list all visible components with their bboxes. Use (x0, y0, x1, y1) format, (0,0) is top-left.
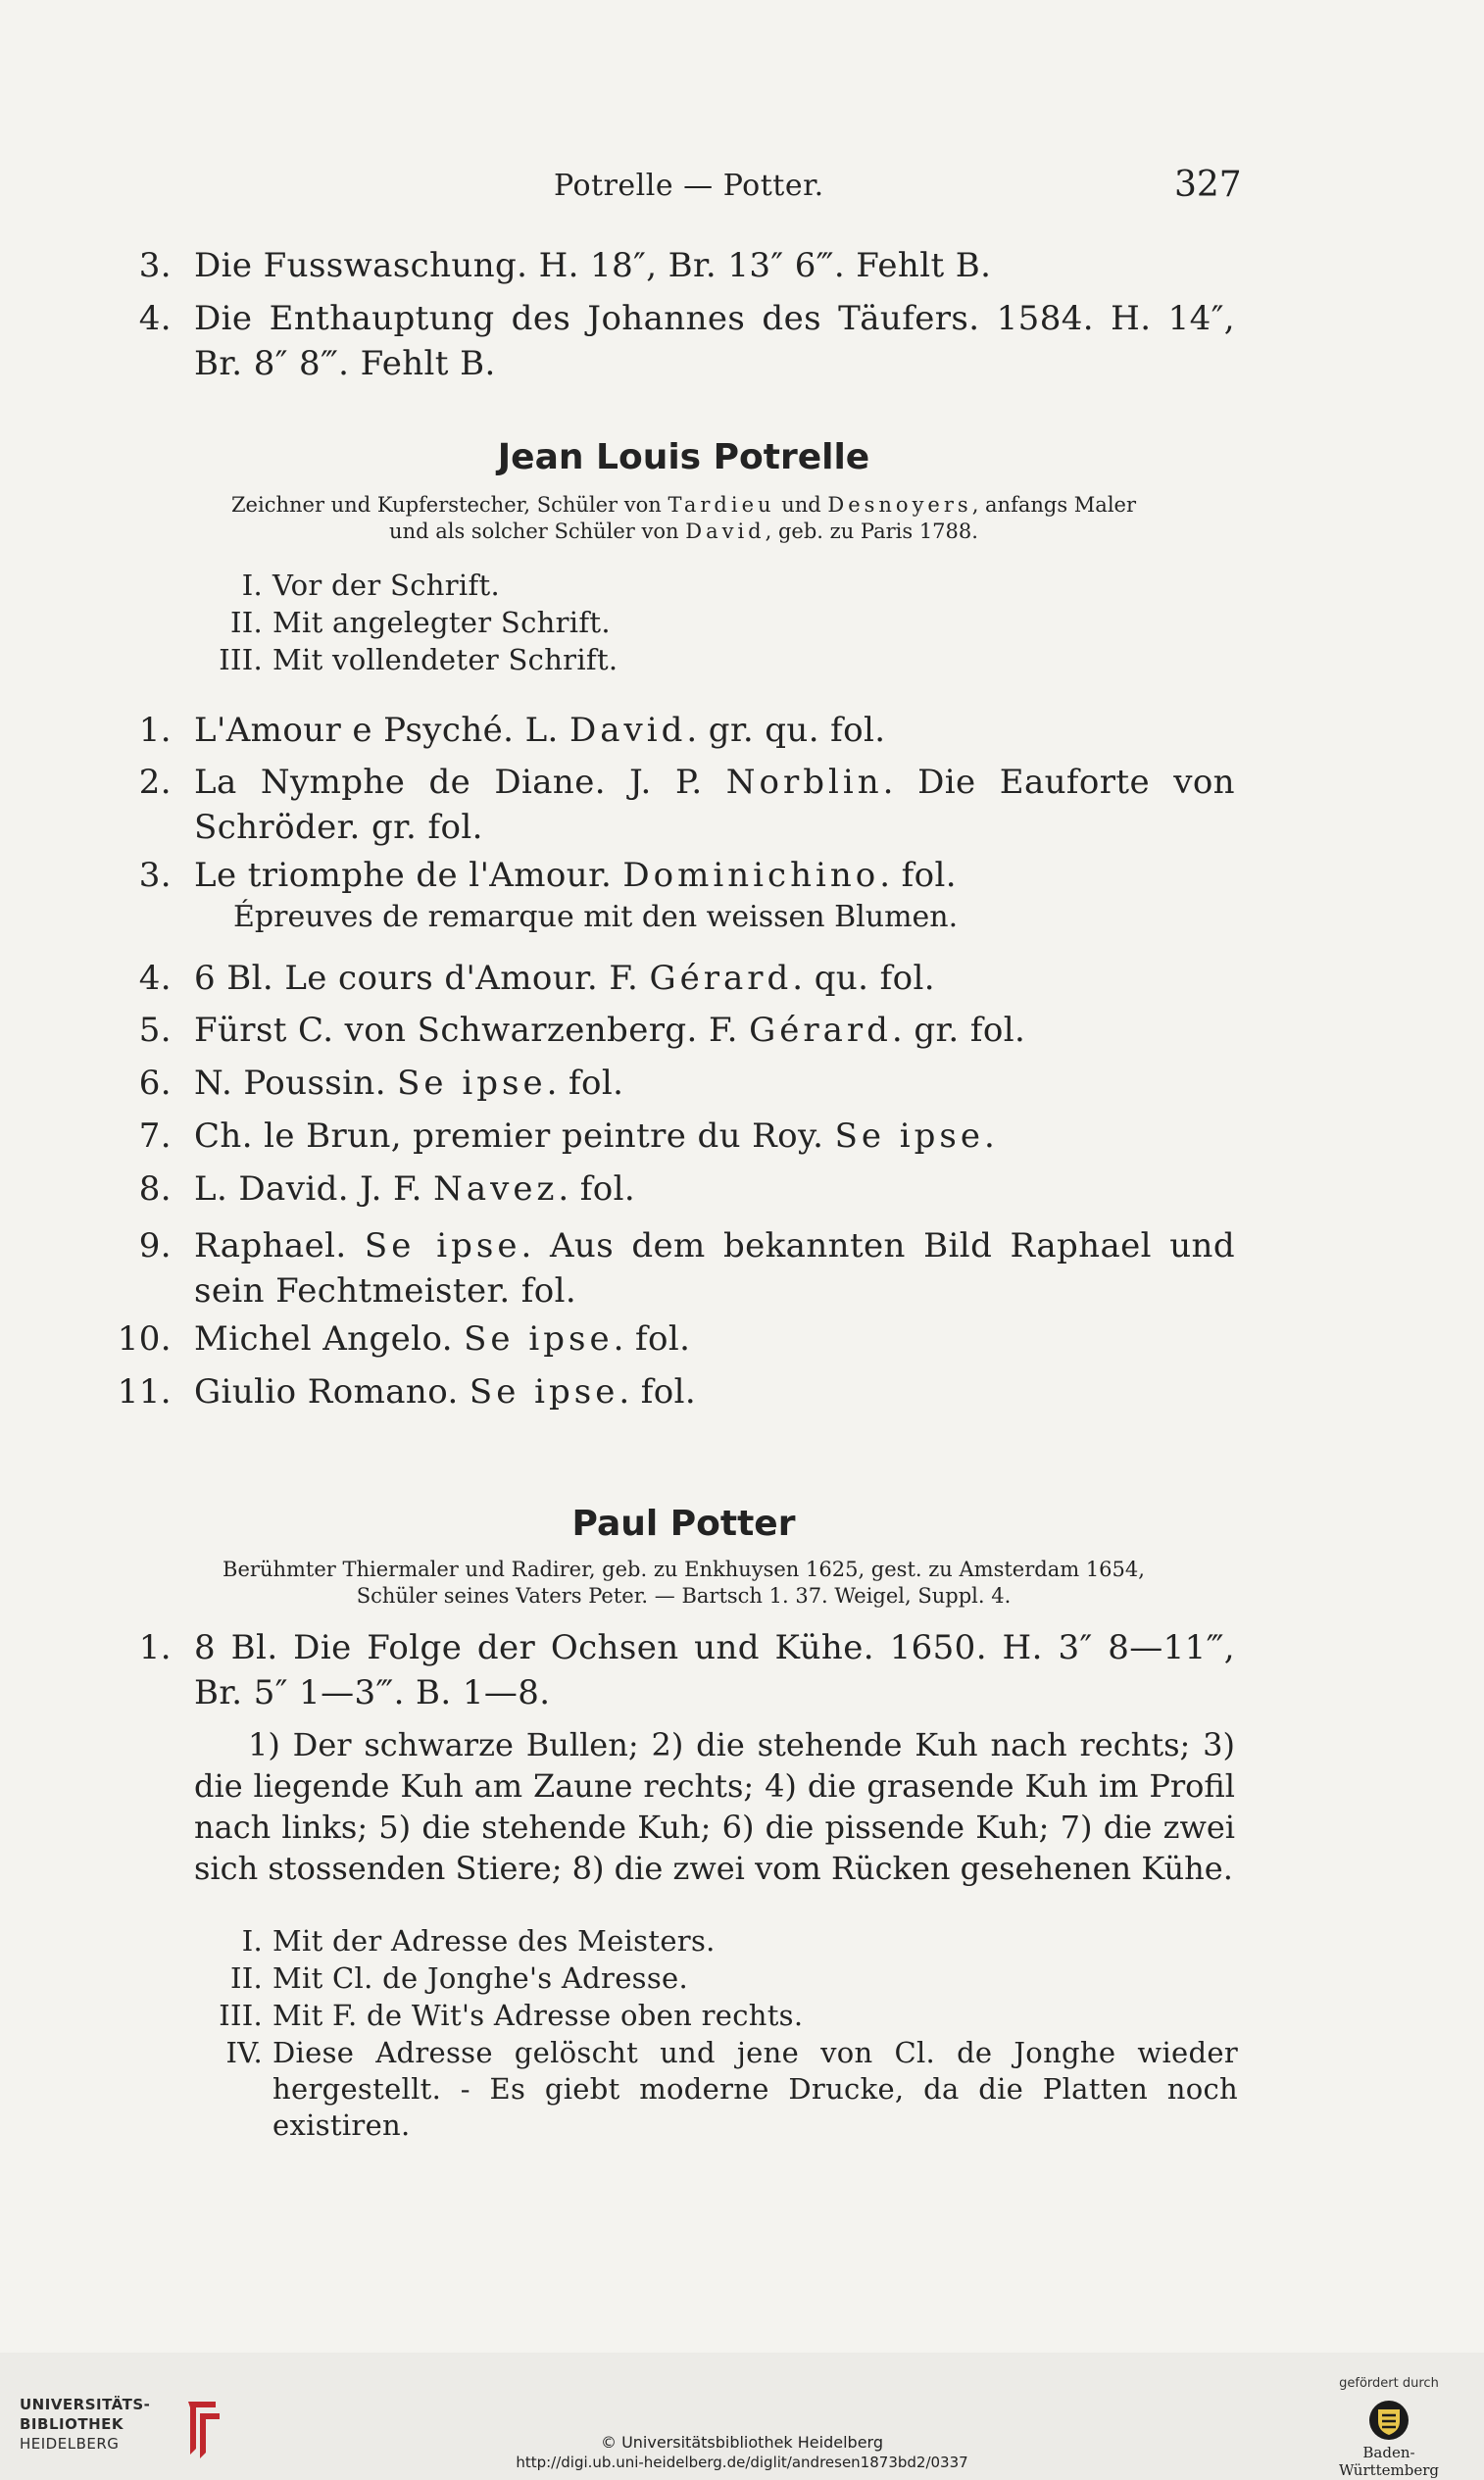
funder-logo[interactable]: gefördert durch Baden-Württemberg (1338, 2376, 1440, 2479)
list-item: 11. Giulio Romano. Se ipse. fol. (117, 1372, 697, 1412)
list-item (0, 243, 1274, 288)
list-item: 10. Michel Angelo. Se ipse. fol. (117, 1319, 691, 1359)
artist-heading-potter: Paul Potter (571, 1504, 796, 1544)
state-line: I. Vor der Schrift. (241, 569, 500, 602)
artist-heading-potrelle: Jean Louis Potrelle (497, 437, 870, 477)
artist-bio-potter: Berühmter Thiermaler und Radirer, geb. zu Enkhuysen 1625, gest. zu Amsterdam 1654, Schüler seines Vaters Peter. — Bartsch 1. 37. Weigel, Suppl. 4. (223, 1558, 1145, 1608)
series-description: 1) Der schwarze Bullen; 2) die stehende Kuh nach rechts; 3) die liegende Kuh am Zaune rechts; 4) die grasende Kuh im Profil nach links; 5) die stehende Kuh; 6) die pissende Kuh; 7) die zwei sich stossenden Stiere; 8) die zwei vom Rücken gesehenen Kühe. (194, 1726, 1235, 1887)
list-item: 3. Le triomphe de l'Amour. Dominichino. fol. (138, 856, 957, 895)
state-line: IV. Diese Adresse gelöscht und jene von Cl. de Jonghe wieder hergestellt. - Es giebt moderne Drucke, da die Platten noch existiren. (225, 2036, 1238, 2142)
library-logo[interactable]: UNIVERSITÄTS- BIBLIOTHEK HEIDELBERG (20, 2394, 206, 2462)
page-footer (0, 2353, 1484, 2480)
page-number: 327 (1174, 165, 1242, 205)
copyright-notice: © Universitätsbibliothek Heidelberg (600, 2433, 883, 2452)
edition-note: Épreuves de remarque mit den weissen Blumen. (233, 900, 959, 934)
artist-bio-potrelle: Zeichner und Kupferstecher, Schüler von Tardieu und Desnoyers, anfangs Maler und als solcher Schüler von David, geb. zu Paris 1788. (230, 493, 1137, 543)
entry-text: Die Enthauptung des Johannes des Täufers. 1584. H. 14″, Br. 8″ 8‴. Fehlt B. (194, 299, 1235, 383)
list-item: 1. L'Amour e Psyché. L. David. gr. qu. fol. (138, 711, 886, 750)
state-line: III. Mit F. de Wit's Adresse oben rechts. (219, 1999, 804, 2032)
list-item: 6. N. Poussin. Se ipse. fol. (138, 1064, 624, 1103)
entry-number: 4. (138, 299, 172, 338)
list-item: 2. La Nymphe de Diane. J. P. Norblin. Die Eauforte von Schröder. gr. fol. (138, 763, 1235, 847)
state-line: II. Mit angelegter Schrift. (229, 606, 611, 639)
state-line: I. Mit der Adresse des Meisters. (241, 1924, 716, 1958)
list-item (0, 296, 1274, 386)
state-line: III. Mit vollendeter Schrift. (219, 643, 618, 676)
running-title: Potrelle — Potter. (554, 169, 824, 203)
permalink[interactable]: http://digi.ub.uni-heidelberg.de/diglit/andresen1873bd2/0337 (516, 2454, 968, 2471)
entry-text: Die Fusswaschung. H. 18″, Br. 13″ 6‴. Fehlt B. (194, 246, 992, 285)
entry-number: 3. (138, 246, 172, 285)
list-item: 1. 8 Bl. Die Folge der Ochsen und Kühe. 1650. H. 3″ 8—11‴, Br. 5″ 1—3‴. B. 1—8. (138, 1628, 1235, 1712)
list-item: 5. Fürst C. von Schwarzenberg. F. Gérard. gr. fol. (138, 1011, 1026, 1050)
list-item: 7. Ch. le Brun, premier peintre du Roy. Se ipse. (138, 1116, 996, 1156)
state-line: II. Mit Cl. de Jonghe's Adresse. (229, 1961, 689, 1995)
coat-of-arms-icon (1366, 2398, 1411, 2443)
list-item: 9. Raphael. Se ipse. Aus dem bekannten Bild Raphael und sein Fechtmeister. fol. (138, 1226, 1235, 1311)
list-item: 8. L. David. J. F. Navez. fol. (138, 1169, 636, 1209)
list-item: 4. 6 Bl. Le cours d'Amour. F. Gérard. qu. fol. (138, 959, 935, 998)
